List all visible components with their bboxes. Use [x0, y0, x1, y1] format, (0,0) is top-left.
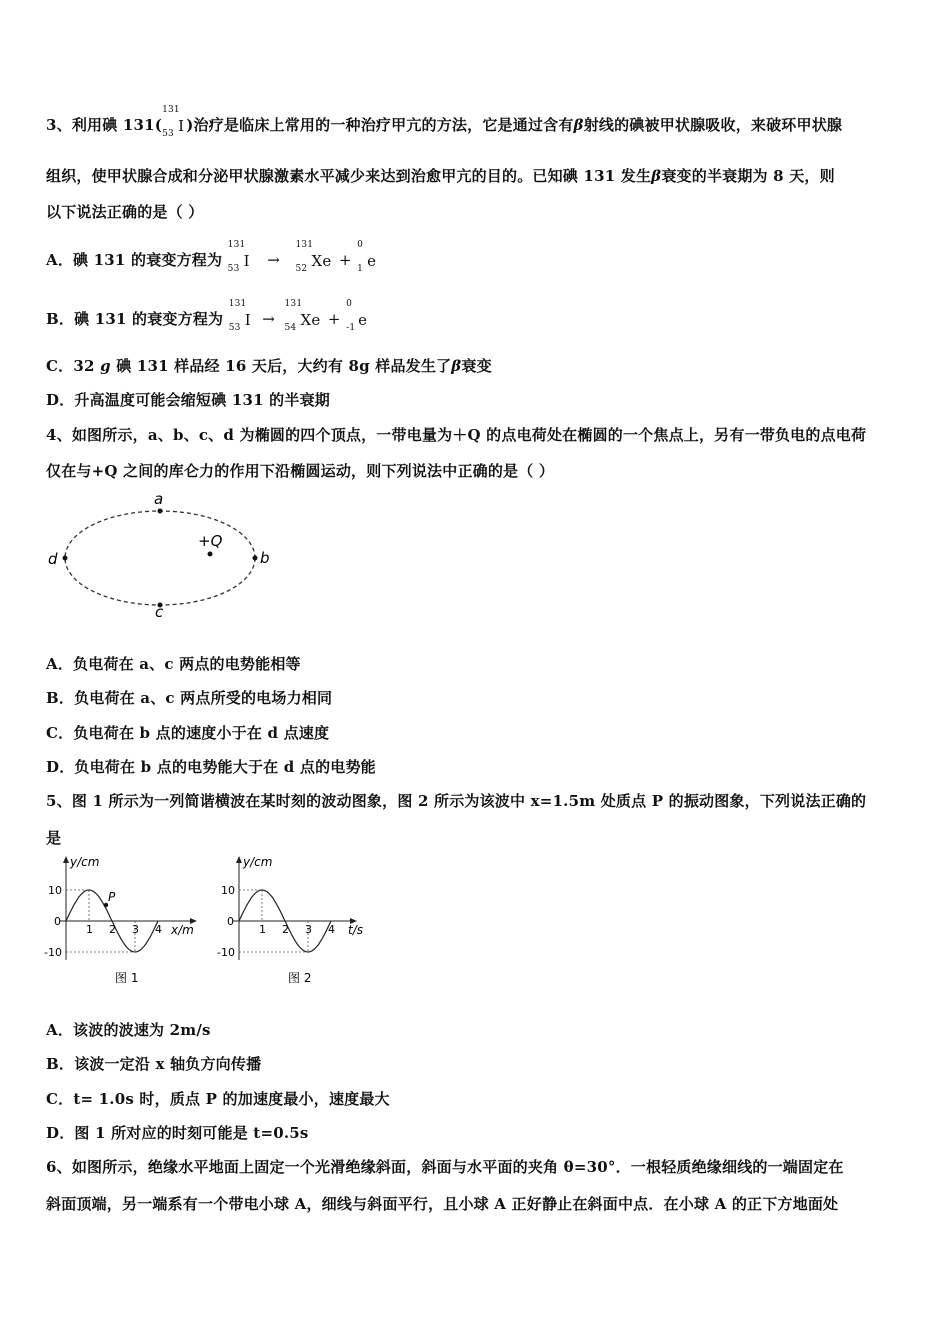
- q3-option-b[interactable]: [46, 299, 369, 333]
- q4-option-c[interactable]: C．负电荷在 b 点的速度小于在 d 点速度: [46, 724, 330, 742]
- q5-option-c[interactable]: C．t= 1.0s 时，质点 P 的加速度最小，速度最大: [46, 1090, 390, 1108]
- x-label: t/s: [348, 923, 363, 937]
- label-b: b: [260, 549, 270, 567]
- wave-figure-1: [40, 852, 210, 992]
- y-tick-zero: 0: [227, 915, 234, 928]
- t-tick: 3: [305, 923, 312, 936]
- x-tick: 3: [132, 923, 139, 936]
- q5-option-a[interactable]: A．该波的波速为 2m/s: [46, 1021, 211, 1039]
- q6-line1: 6、如图所示，绝缘水平地面上固定一个光滑绝缘斜面，斜面与水平面的夹角 θ=30°．一根轻质绝缘细线的一端固定在: [46, 1158, 844, 1176]
- q5-option-b[interactable]: B．该波一定沿 x 轴负方向传播: [46, 1055, 262, 1073]
- option-text: 碘 131 样品经 16 天后，大约有 8g 样品发生了: [116, 357, 452, 375]
- iodine-z: 53: [228, 323, 241, 333]
- wave-figure-2: [213, 852, 383, 992]
- t-tick: 2: [282, 923, 289, 936]
- iodine-sym: I: [178, 117, 185, 135]
- xe-z: 54: [284, 323, 297, 333]
- q4-line1: 4、如图所示，a、b、c、d 为椭圆的四个顶点，一带电量为＋Q 的点电荷处在椭圆的一个焦点上，另有一带负电的点电荷: [46, 426, 867, 444]
- iodine-mass: 131: [162, 105, 180, 115]
- q3-text: 组织，使甲状腺合成和分泌甲状腺激素水平减少来达到治愈甲亢的目的。已知碘 131 发生: [46, 167, 652, 185]
- e-mass: 0: [357, 240, 363, 250]
- y-axis-arrow-icon: [236, 856, 242, 863]
- label-c: c: [155, 603, 164, 618]
- iodine-sym: I: [244, 311, 251, 329]
- q4-line2: 仅在与+Q 之间的库仑力的作用下沿椭圆运动，则下列说法中正确的是（ ）: [46, 462, 555, 480]
- iodine-z: 53: [227, 264, 240, 274]
- xe-sym: Xe: [300, 311, 321, 329]
- plus: +: [338, 251, 352, 269]
- option-label: B．碘 131 的衰变方程为: [46, 310, 224, 328]
- q4-option-a[interactable]: A．负电荷在 a、c 两点的电势能相等: [46, 655, 301, 673]
- xenon-nuclide: [284, 299, 321, 333]
- y-axis-arrow-icon: [63, 856, 69, 863]
- label-d: d: [48, 550, 58, 568]
- q3-line3: 以下说法正确的是（ ）: [46, 203, 204, 221]
- electron: [357, 240, 377, 274]
- iodine-mass: 131: [228, 299, 247, 309]
- iodine-sym: I: [243, 252, 250, 270]
- vertex-d-dot: [63, 556, 68, 561]
- y-tick-bottom: -10: [217, 946, 235, 959]
- iodine-nuclide: [228, 299, 251, 333]
- xe-z: 52: [295, 264, 308, 274]
- q3-option-a[interactable]: [46, 240, 378, 274]
- electron: [346, 299, 368, 333]
- beta-symbol: β: [651, 167, 662, 185]
- option-label: C．32: [46, 357, 95, 375]
- q5-line2: 是: [46, 829, 62, 847]
- beta-symbol: β: [573, 116, 584, 134]
- charge-q-dot: [208, 552, 213, 557]
- q3-line1: [46, 105, 843, 139]
- q3-text: )治疗是临床上常用的一种治疗甲亢的方法，它是通过含有: [186, 116, 574, 134]
- vertex-a-dot: [158, 509, 163, 514]
- arrow-icon: →: [262, 310, 276, 328]
- y-label: y/cm: [70, 855, 100, 869]
- q4-option-b[interactable]: B．负电荷在 a、c 两点所受的电场力相同: [46, 689, 333, 707]
- xe-mass: 131: [295, 240, 314, 250]
- e-mass: 0: [346, 299, 353, 309]
- xe-sym: Xe: [311, 252, 332, 270]
- t-tick: 1: [259, 923, 266, 936]
- q3-option-d[interactable]: D．升高温度可能会缩短碘 131 的半衰期: [46, 391, 330, 409]
- plus: +: [327, 310, 341, 328]
- q3-text: 射线的碘被甲状腺吸收，来破环甲状腺: [583, 116, 843, 134]
- iodine-mass: 131: [227, 240, 246, 250]
- x-tick: 2: [109, 923, 116, 936]
- label-p: P: [108, 890, 116, 904]
- arrow-icon: →: [267, 251, 280, 269]
- y-tick-zero: 0: [54, 915, 61, 928]
- option-text: 衰变: [461, 357, 492, 375]
- xenon-nuclide: [295, 240, 332, 274]
- q3-option-c[interactable]: [46, 355, 492, 376]
- x-tick: 4: [155, 923, 162, 936]
- unit-g: g: [100, 357, 111, 375]
- q5-option-d[interactable]: D．图 1 所对应的时刻可能是 t=0.5s: [46, 1124, 309, 1142]
- q3-text: 衰变的半衰期为 8 天，则: [661, 167, 835, 185]
- e-sym: e: [358, 311, 368, 329]
- iodine-z: 53: [162, 129, 174, 139]
- caption-2: 图 2: [288, 971, 312, 985]
- label-a: a: [154, 490, 164, 508]
- e-z: -1: [346, 323, 356, 333]
- option-label: A．碘 131 的衰变方程为: [46, 251, 223, 269]
- q6-line2: 斜面顶端，另一端系有一个带电小球 A，细线与斜面平行，且小球 A 正好静止在斜面中点．在小球 A 的正下方地面处: [46, 1195, 839, 1213]
- x-label: x/m: [171, 923, 194, 937]
- y-tick-bottom: -10: [44, 946, 62, 959]
- iodine-nuclide: [162, 105, 185, 139]
- e-z: 1: [357, 264, 363, 274]
- caption-1: 图 1: [115, 971, 139, 985]
- q3-text: 3、利用碘 131(: [46, 116, 163, 134]
- q3-line2: [46, 165, 835, 186]
- beta-symbol: β: [451, 357, 462, 375]
- ellipse-orbit: [65, 511, 255, 605]
- label-plus-q: +Q: [198, 532, 223, 550]
- xe-mass: 131: [284, 299, 303, 309]
- e-sym: e: [367, 252, 377, 270]
- q5-line1: 5、图 1 所示为一列简谐横波在某时刻的波动图象，图 2 所示为该波中 x=1.5m 处质点 P 的振动图象，下列说法正确的: [46, 792, 867, 810]
- t-tick: 4: [328, 923, 335, 936]
- q4-option-d[interactable]: D．负电荷在 b 点的电势能大于在 d 点的电势能: [46, 758, 376, 776]
- x-tick: 1: [86, 923, 93, 936]
- y-label: y/cm: [243, 855, 273, 869]
- vertex-b-dot: [253, 556, 258, 561]
- iodine-nuclide: [227, 240, 250, 274]
- y-tick-top: 10: [221, 884, 235, 897]
- ellipse-figure: [40, 488, 290, 618]
- y-tick-top: 10: [48, 884, 62, 897]
